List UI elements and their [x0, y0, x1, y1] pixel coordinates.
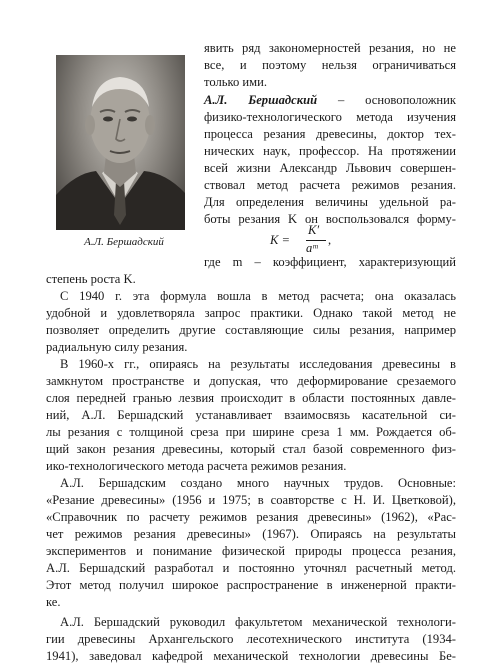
text-line: А.Л. Бершадский руководил факультетом механической технологи- — [60, 615, 456, 629]
formula-lhs: K = — [270, 233, 291, 247]
text-line: «Справочник по расчету режимов резания древесины» (1962), «Рас- — [46, 510, 456, 524]
text-line: всей жизни Александр Львович совершен- — [204, 161, 456, 175]
text-line: гии древесины Архангельского лесотехнического института (1934- — [46, 632, 456, 646]
portrait-photo — [56, 55, 185, 230]
text-line: степень роста K. — [46, 272, 136, 286]
text-line: Для определения величины удельной ра- — [204, 195, 456, 209]
text-line: где m – коэффициент, характеризующий — [204, 255, 456, 269]
text-line: только ими. — [204, 75, 268, 89]
text-line: позволяет определить другие составляющие силы резания, например — [46, 323, 456, 337]
photo-caption: А.Л. Бершадский — [84, 236, 164, 248]
text-line: нических наук, профессор. На протяжении — [204, 144, 456, 158]
text-line: замкнутом пространстве и допуская, что деформирование срезаемого — [46, 374, 456, 388]
text-line: чет режимов резания древесины» (1967). Опираясь на результаты — [46, 527, 456, 541]
formula-comma: , — [328, 233, 332, 247]
text-line: А.Л. Бершадским создано много научных трудов. Основные: — [60, 476, 456, 490]
text-line — [204, 92, 456, 108]
text-line: слоя передней гранью лезвия происходит в области постоянных давле- — [46, 391, 456, 405]
text-line: все, и поэтому нельзя ограничиваться — [204, 58, 456, 72]
bershadsky-heading: А.Л. Бершадский — [204, 93, 318, 107]
text-line: радиальную силу резания. — [46, 340, 188, 354]
formula-numerator: K′ — [308, 223, 320, 237]
text-line: лы резания с толщиной среза при ширине среза 1 мм. Рождается об- — [46, 425, 456, 439]
text-line: ний, А.Л. Бершадский устанавливает взаимосвязь касательной си- — [46, 408, 456, 422]
formula-denominator: aᵐ — [306, 241, 318, 255]
text-line: «Резание древесины» (1956 и 1975; в соавторстве с Н. И. Цветковой), — [46, 493, 456, 507]
heading-rest: – основоположник — [338, 93, 457, 107]
text-line: боты резания K он воспользовался форму- — [204, 212, 456, 226]
text-line: ке. — [46, 595, 61, 609]
text-line: явить ряд закономерностей резания, но не — [204, 41, 456, 55]
text-line: экспериментов и понимание физической природы процесса резания, — [46, 544, 456, 558]
text-line: В 1960-х гг., опираясь на результаты исследования древесины в — [60, 357, 456, 371]
text-line: С 1940 г. эта формула вошла в метод расчета; она оказалась — [60, 289, 456, 303]
text-line: щий закон резания древесины, который стал базой современного физ- — [46, 442, 456, 456]
text-line: Этот метод получил широкое распространение в инженерной практи- — [46, 578, 456, 592]
text-line: процесса резания древесины, доктор тех- — [204, 127, 456, 141]
text-line: А.Л. Бершадский разработал и постоянно уточнял расчетный метод. — [46, 561, 456, 575]
text-line: ико-технологического метода расчета режимов резания. — [46, 459, 347, 473]
text-line: ствовал метод расчета режимов резания. — [204, 178, 456, 192]
text-line: 1941), заведовал кафедрой механической технологии древесины Бе- — [46, 649, 456, 663]
text-line: удобной и удовлетворяла запрос практики. Однако такой метод не — [46, 306, 456, 320]
text-line: физико-технологического метода изучения — [204, 110, 456, 124]
